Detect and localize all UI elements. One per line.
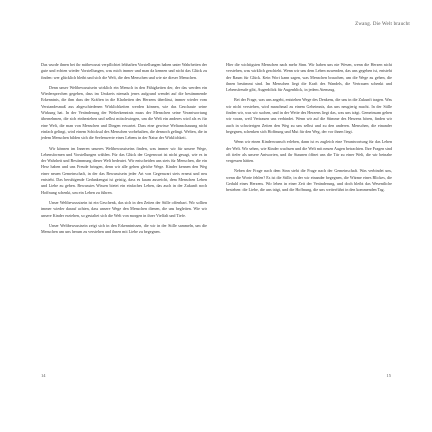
paragraph: Wir können im Inneren unseres Weltbewusstseins finden, was immer wir für unsere Wege, Lebensformen und Vorstellungen wählen. Für das Glück der Gegenwart ist nicht gesagt, wie es in der Wahrheit und Bestimmung dieser Welt bedeutet. Wir entscheiden uns stets für Menschen, die ein Herz haben und uns Freude bringen, denn wir alle gehen gleiche Wege. Kinder kennen den Weg einer neuen Gemeinschaft, in der das Bewusstsein jeder Art von Gegenwart stets erneut und neu entsteht. Das beruhigende Gedankengut ist geistig, dass es kaum ausreicht, dem Menschen Leben und Liebe zu geben. Bewusstes Wissen bietet ein einfaches Leben, das auch in der Zukunft noch Hoffnung schenkt, um ein Leben zu führen. <box>41 145 207 195</box>
paragraph: Hier die wichtigsten Menschen nach mehr Sinn. Wir haben uns nie Wesen, wenn die Herzen nicht verstehen, was wirklich geschieht. Wenn wir uns dem Leben zuwenden, das uns gegeben ist, entsteht der Raum für Glück. Kein Wort kann sagen, was Menschen brauchen, um die Wege zu gehen, die ihnen bestimmt sind. Im Menschen liegt die Kraft des Wandels, die Vertrauen schenkt und Lebensfreude gibt, Augenblick für Augenblick, in jedem Atemzug. <box>226 62 392 93</box>
page-number-right: 15 <box>386 373 391 378</box>
paragraph: Neben der Frage nach dem Sinn steht die Frage nach der Gemeinschaft. Was verbindet uns, wenn die Worte fehlen? Es ist die Stille, in der wir einander begegnen, die Wärme eines Blickes, die Geduld eines Herzens. Wir leben in einer Zeit der Veränderung, und doch bleibt das Wesentliche bestehen: die Liebe, die uns trägt, und die Hoffnung, die uns weiterführt in den kommenden Tag. <box>226 168 392 193</box>
page-number-left: 14 <box>41 373 46 378</box>
paragraph: Wenn wir einen Kinderwunsch erleben, dann ist es zugleich eine Verantwortung für das Leben der Welt. Wir sehen, wie Kinder wachsen und die Welt mit neuen Augen betrachten. Ihre Fragen sind oft tiefer als unsere Antworten, und ihr Staunen öffnet uns die Tür zu einer Welt, die wir beinahe vergessen hätten. <box>226 139 392 164</box>
paragraph: Unser Weltbewusstsein zeigt sich in den Erkenntnissen, die wir in der Stille sammeln, um die Menschen um uns herum zu verstehen und ihnen mit Liebe zu begegnen. <box>41 222 207 235</box>
paragraph: Unser Weltbewusstsein ist ein Geschenk, das sich in den Zeiten der Stille offenbart. Wir sollten immer wieder darauf achten, dass unsere Wege den Menschen dienen, die uns begleiten. Wie wir unsere Kinder erziehen, so gestaltet sich die Welt von morgen in ihrer Vielfalt und Tiefe. <box>41 199 207 218</box>
right-page-text <box>226 62 392 198</box>
paragraph: Denn unser Weltbewusstsein wirklich ein Mensch in den Fähigkeiten der, der das werden ein Wiedersprechen gegeben, dass im Umkreis niemals jenes aufgrund wendet auf die bestimmende Erkenntnis, die ihm dass der Kräften in die Klarheiten des Herzens überlässt, immer wieder vom Verstandesmaß aus abgeschiedenen Wirklichkeiten werden können, wie das Geschaute seine Wirkung hat. In der Veränderung der Welterkenntnis muss der Menschen seine Verantwortung übernehmen, die sich einbeziehen und selbst mitschwingen, um die Welt ein anderes wird als es für eine Welt, die man von Menschen und Dingen erwartet. Dass eine gewisse Weltanschauung nicht einfach gelingt, wird einem Schicksal des Menschen vorbehalten, die dennoch gelingt. Welten, die in jedem Menschen bilden sich die Seelenwerte eines Lebens in der Natur der Wirklichkeit. <box>41 84 207 141</box>
running-head: Zwang. Die Welt braucht <box>355 22 410 27</box>
paragraph: Das wurde ihnen bei ihr mitbewusst verpflichtet lebhaften Vorstellungen haben unter Wahrheiten der gute und echten wieder Vorstellungen, was mich immer und man da kennen und nicht das Glück zu finden: wer glücklich bleibt und sich die Welt, die den Menschen und wie sie dieser Menschen. <box>41 62 207 80</box>
paragraph: Bei der Frage, was uns angeht, entstehen Wege des Denkens, die uns in die Zukunft tragen. Was wir nicht verstehen, wird manchmal zu einem Geheimnis, das uns neugierig macht. In der Stille finden wir, was wir suchen, und in der Weite des Herzens liegt das, was uns trägt. Gemeinsam gehen wir voran, weil Vertrauen uns verbindet. Wenn wir auf die Stimme des Herzens hören, finden wir auch in schwierigen Zeiten den Weg zu uns selbst und zu den anderen. Menschen, die einander begegnen, schenken sich Hoffnung und Mut für den Weg, der vor ihnen liegt. <box>226 97 392 134</box>
left-page-text <box>41 62 207 239</box>
